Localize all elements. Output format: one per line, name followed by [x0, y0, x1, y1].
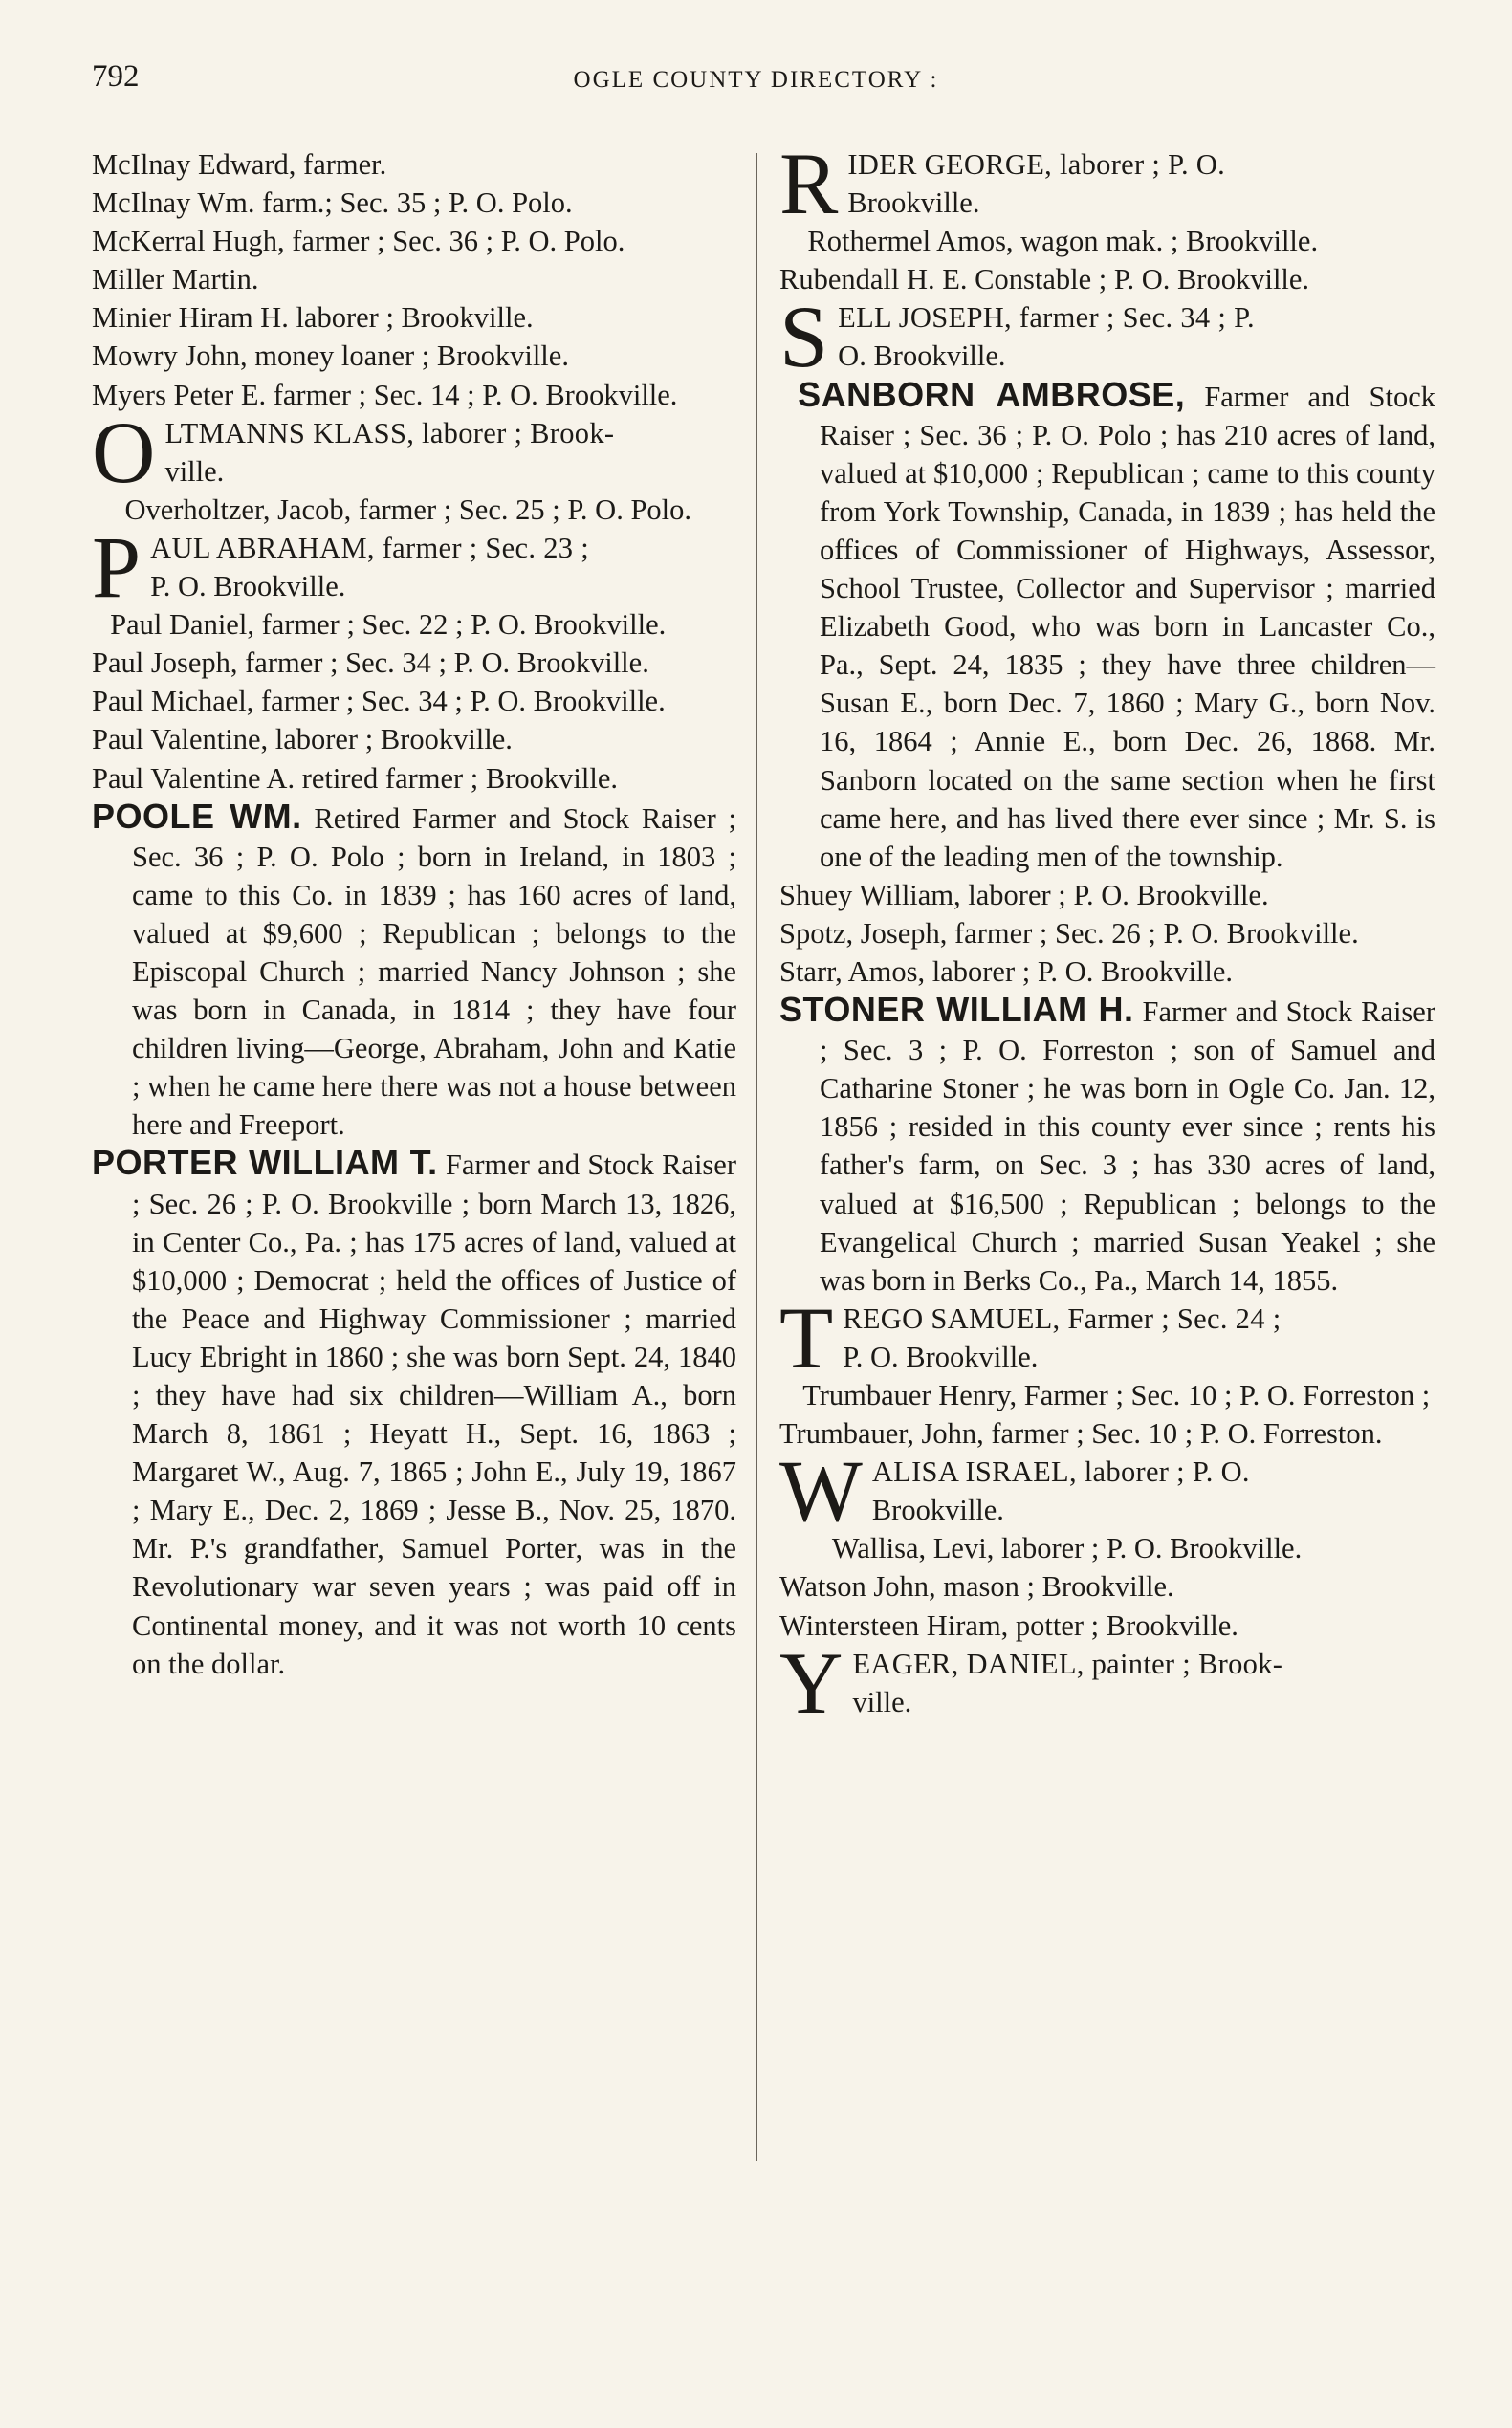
entry-first-line: REGO SAMUEL, Farmer ; Sec. 24 ; [843, 1301, 1282, 1335]
page-header [92, 59, 1420, 107]
directory-entry: Paul Valentine A. retired farmer ; Brookville. [92, 761, 618, 795]
entry-continuation: P. O. Brookville. [843, 1340, 1039, 1373]
right-column [779, 135, 1435, 1732]
directory-entry: Rubendall H. E. Constable ; P. O. Brookville. [779, 263, 1310, 296]
entry-name: PORTER WILLIAM T. [92, 1143, 438, 1183]
running-head: OGLE COUNTY DIRECTORY : [573, 67, 939, 93]
page-number: 792 [92, 59, 140, 94]
drop-cap-initial: S [779, 288, 829, 386]
entry-text: Farmer and Stock Raiser ; Sec. 3 ; P. O. Forreston ; son of Samuel and Catharine Stoner ; he was born in Ogle Co. Jan. 12, 1856 ; resided in this county ever since ; rents his father's farm, on Sec. 3 ; has 330 acres of land, valued at $16,500 ; Republican ; belongs to the Evangelical Church ; married Susan Yeakel ; she was born in Berks Co., Pa., March 14, 1855. [820, 995, 1435, 1297]
entry-first-line: IDER GEORGE, laborer ; P. O. [847, 148, 1226, 181]
entry-continuation: Brookville. [847, 186, 980, 220]
directory-entry: Minier Hiram H. laborer ; Brookville. [92, 301, 534, 335]
entry-text: Farmer and Stock Raiser ; Sec. 36 ; P. O. Polo ; has 210 acres of land, valued at $10,000 ; Republican ; came to this county from York Township, Canada, in 1839 ; has held the offices of Commissioner of Highways, Assessor, School Trustee, Collector and Supervisor ; married Elizabeth Good, who was born in Lancaster Co., Pa., Sept. 24, 1835 ; they have three children—Susan E., born Dec. 7, 1860 ; Mary G., born Nov. 16, 1864 ; Annie E., born Dec. 26, 1868. Mr. Sanborn located on the same section when he first came here, and has lived there ever since ; Mr. S. is one of the leading men of the township. [820, 380, 1435, 873]
drop-cap-initial: Y [779, 1633, 844, 1732]
directory-entry: Paul Joseph, farmer ; Sec. 34 ; P. O. Brookville. [92, 646, 649, 680]
directory-entry-biography [779, 376, 1435, 876]
entry-first-line: AUL ABRAHAM, farmer ; Sec. 23 ; [150, 531, 590, 564]
directory-entry: Trumbauer, John, farmer ; Sec. 10 ; P. O. Forreston. [779, 1417, 1383, 1451]
entry-text: Retired Farmer and Stock Raiser ; Sec. 36 ; P. O. Polo ; born in Ireland, in 1803 ; came to this Co. in 1839 ; has 160 acres of land, valued at $9,600 ; Republican ; belongs to the Episcopal Church ; married Nancy Johnson ; she was born in Canada, in 1814 ; they have four children living—George, Abraham, John and Katie ; when he came here there was not a house between here and Freeport. [132, 801, 736, 1142]
directory-entry: Paul Daniel, farmer ; Sec. 22 ; P. O. Brookville. [110, 608, 667, 642]
entry-continuation: ville. [852, 1685, 912, 1718]
left-column [92, 145, 736, 1683]
directory-entry: Starr, Amos, laborer ; P. O. Brookville. [779, 954, 1234, 988]
directory-entry: Shuey William, laborer ; P. O. Brookville. [779, 878, 1269, 911]
drop-cap-initial: O [92, 403, 156, 501]
entry-first-line: EAGER, DANIEL, painter ; Brook- [852, 1647, 1283, 1680]
directory-entry: Wallisa, Levi, laborer ; P. O. Brookville. [831, 1532, 1303, 1565]
directory-entry: McKerral Hugh, farmer ; Sec. 36 ; P. O. Polo. [92, 225, 625, 258]
directory-entry-letter-start [779, 1633, 1435, 1732]
directory-entry-biography [92, 1144, 736, 1682]
directory-entry: McIlnay Wm. farm.; Sec. 35 ; P. O. Polo. [92, 186, 573, 220]
directory-entry: Paul Valentine, laborer ; Brookville. [92, 723, 513, 756]
directory-entry: McIlnay Edward, farmer. [92, 148, 387, 181]
drop-cap-initial: T [779, 1288, 834, 1387]
entry-text: Farmer and Stock Raiser ; Sec. 26 ; P. O. Brookville ; born March 13, 1826, in Center Co., Pa. ; has 175 acres of land, valued at $10,000 ; Democrat ; held the offices of Justice of the Peace and Highway Commissioner ; married Lucy Ebright in 1860 ; she was born Sept. 24, 1840 ; they have had six children—William A., born March 8, 1861 ; Heyatt H., Sept. 16, 1863 ; Margaret W., Aug. 7, 1865 ; John E., July 19, 1867 ; Mary E., Dec. 2, 1869 ; Jesse B., Nov. 25, 1870. Mr. P.'s grandfather, Samuel Porter, was in the Revolutionary war seven years ; was paid off in Continental money, and it was not worth 10 cents on the dollar. [132, 1148, 736, 1680]
drop-cap-initial: P [92, 517, 142, 616]
directory-entry-biography [779, 991, 1435, 1300]
entry-continuation: ville. [164, 454, 225, 488]
directory-entry-letter-start [779, 288, 1435, 386]
directory-entry-biography [92, 798, 736, 1145]
directory-entry: Miller Martin. [92, 263, 259, 296]
drop-cap-initial: R [779, 135, 839, 232]
directory-entry: Myers Peter E. farmer ; Sec. 14 ; P. O. Brookville. [92, 378, 678, 411]
entry-name: STONER WILLIAM H. [779, 990, 1134, 1030]
directory-entry: Mowry John, money loaner ; Brookville. [92, 339, 569, 373]
directory-entry-letter-start [92, 517, 736, 616]
directory-entry-letter-start [779, 135, 1435, 232]
column-rule [756, 153, 757, 2161]
directory-entry: Trumbauer Henry, Farmer ; Sec. 10 ; P. O. Forreston ; [802, 1379, 1431, 1411]
directory-entry: Rothermel Amos, wagon mak. ; Brookville. [807, 225, 1319, 258]
entry-continuation: P. O. Brookville. [150, 570, 346, 603]
entry-first-line: ALISA ISRAEL, laborer ; P. O. [871, 1455, 1250, 1489]
directory-entry-letter-start [779, 1442, 1435, 1541]
entry-continuation: O. Brookville. [838, 339, 1006, 373]
entry-continuation: Brookville. [871, 1494, 1004, 1527]
entry-first-line: LTMANNS KLASS, laborer ; Brook- [164, 416, 615, 449]
directory-entry: Wintersteen Hiram, potter ; Brookville. [779, 1608, 1238, 1642]
directory-entry: Watson John, mason ; Brookville. [779, 1570, 1174, 1604]
directory-entry-letter-start [92, 403, 736, 501]
directory-entry: Paul Michael, farmer ; Sec. 34 ; P. O. Brookville. [92, 685, 666, 718]
entry-name: SANBORN AMBROSE, [798, 374, 1186, 414]
directory-entry: Spotz, Joseph, farmer ; Sec. 26 ; P. O. Brookville. [779, 916, 1359, 950]
directory-entry-letter-start [779, 1288, 1435, 1387]
drop-cap-initial: W [779, 1442, 863, 1541]
entry-name: POOLE WM. [92, 796, 302, 836]
entry-first-line: ELL JOSEPH, farmer ; Sec. 34 ; P. [838, 301, 1255, 335]
directory-entry: Overholtzer, Jacob, farmer ; Sec. 25 ; P. O. Polo. [124, 492, 691, 526]
